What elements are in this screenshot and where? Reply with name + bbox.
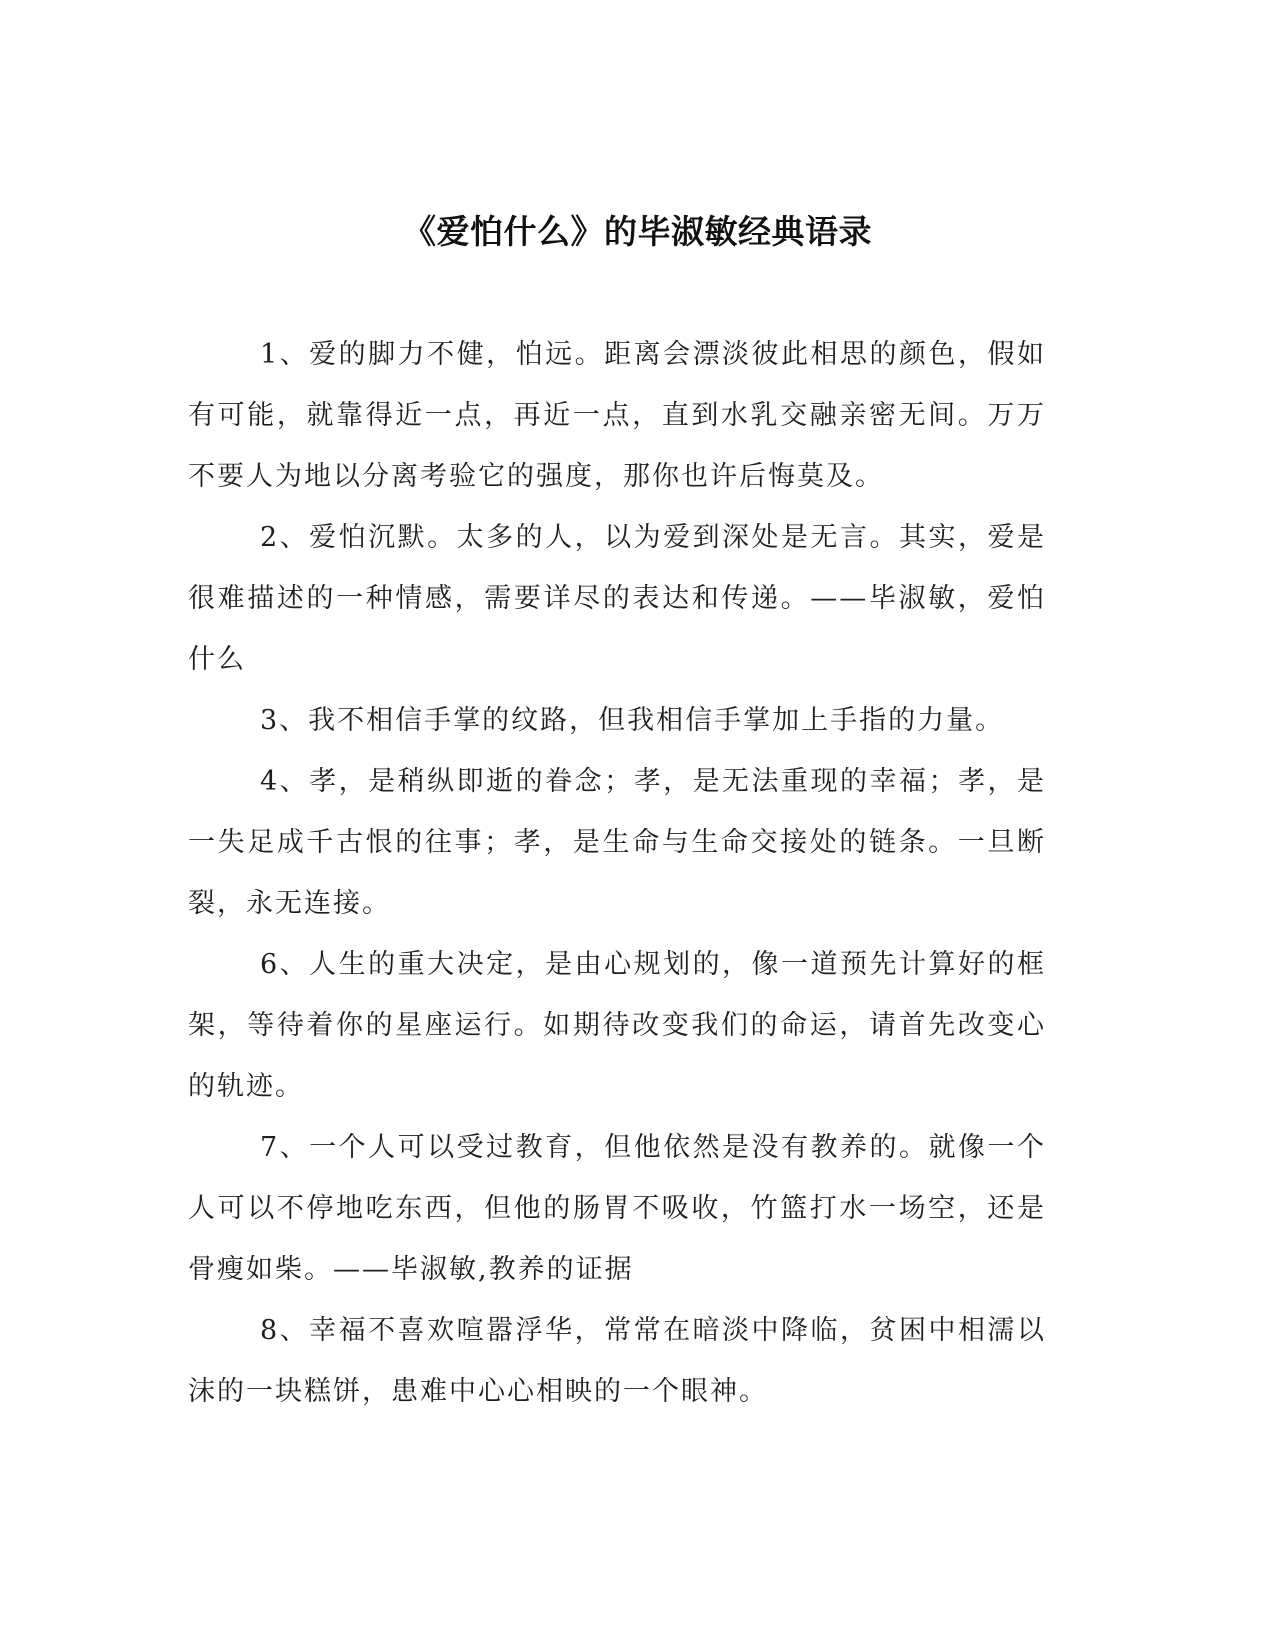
document-title: 《爱怕什么》的毕淑敏经典语录: [403, 212, 872, 251]
quote-paragraph-7: 7、一个人可以受过教育，但他依然是没有教养的。就像一个人可以不停地吃东西，但他的肠胃不吸收，竹篮打水一场空，还是骨瘦如柴。——毕淑敏,教养的证据: [188, 1132, 1046, 1285]
quote-paragraph-6: 6、人生的重大决定，是由心规划的，像一道预先计算好的框架，等待着你的星座运行。如期待改变我们的命运，请首先改变心的轨迹。: [188, 949, 1046, 1102]
quote-list: [188, 324, 1046, 1422]
quote-paragraph-4: 4、孝，是稍纵即逝的眷念；孝，是无法重现的幸福；孝，是一失足成千古恨的往事；孝，是生命与生命交接处的链条。一旦断裂，永无连接。: [188, 766, 1046, 919]
quote-paragraph-3: 3、我不相信手掌的纹路，但我相信手掌加上手指的力量。: [260, 705, 1005, 736]
quote-paragraph-1: 1、爱的脚力不健，怕远。距离会漂淡彼此相思的颜色，假如有可能，就靠得近一点，再近一点，直到水乳交融亲密无间。万万不要人为地以分离考验它的强度，那你也许后悔莫及。: [188, 339, 1046, 492]
quote-paragraph-8: 8、幸福不喜欢喧嚣浮华，常常在暗淡中降临，贫困中相濡以沫的一块糕饼，患难中心心相映的一个眼神。: [188, 1315, 1046, 1407]
quote-paragraph-2: 2、爱怕沉默。太多的人，以为爱到深处是无言。其实，爱是很难描述的一种情感，需要详尽的表达和传递。——毕淑敏，爱怕什么: [188, 522, 1046, 675]
